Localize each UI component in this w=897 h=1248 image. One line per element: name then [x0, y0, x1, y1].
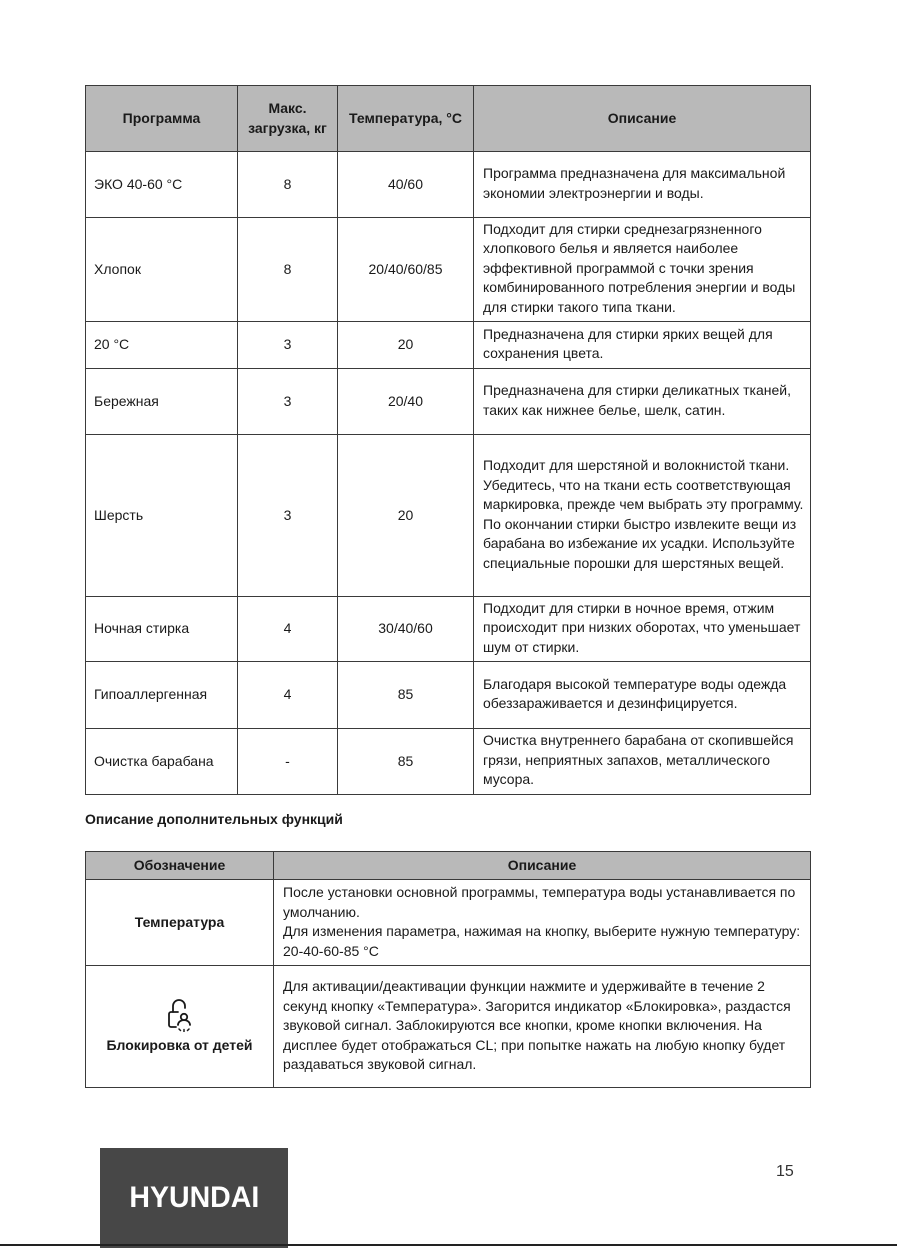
- header-description: Описание: [274, 852, 811, 880]
- function-desc: [274, 880, 811, 966]
- table-row: [86, 435, 811, 597]
- header-program: Программа: [86, 86, 238, 152]
- table-row: [86, 880, 811, 966]
- header-designation: Обозначение: [86, 852, 274, 880]
- program-load: -: [238, 729, 338, 795]
- table-row: [86, 966, 811, 1088]
- program-temp: 85: [338, 729, 474, 795]
- functions-table: [85, 851, 811, 1088]
- program-desc: Предназначена для стирки ярких вещей для сохранения цвета.: [474, 322, 811, 369]
- program-temp: 40/60: [338, 152, 474, 218]
- program-load: 3: [238, 435, 338, 597]
- program-name: Шерсть: [86, 435, 238, 597]
- program-name: 20 °С: [86, 322, 238, 369]
- program-desc: Подходит для стирки среднезагрязненного хлопкового белья и является наиболее эффективной программой с точки зрения комбинированного потребления энергии и воды для стирки такого типа ткани.: [474, 218, 811, 322]
- table-row: [86, 218, 811, 322]
- program-temp: 85: [338, 662, 474, 729]
- program-name: Ночная стирка: [86, 597, 238, 662]
- functions-header-row: [86, 852, 811, 880]
- function-desc: [274, 966, 811, 1088]
- program-desc: Подходит для стирки в ночное время, отжим происходит при низких оборотах, что уменьшает шум от стирки.: [474, 597, 811, 662]
- table-row: [86, 662, 811, 729]
- function-name: Температура: [86, 880, 274, 966]
- program-load: 4: [238, 597, 338, 662]
- bottom-divider: [0, 1244, 897, 1246]
- program-load: 3: [238, 322, 338, 369]
- program-name: ЭКО 40-60 °С: [86, 152, 238, 218]
- program-load: 8: [238, 218, 338, 322]
- program-desc: Предназначена для стирки деликатных тканей, таких как нижнее белье, шелк, сатин.: [474, 369, 811, 435]
- program-name: Бережная: [86, 369, 238, 435]
- program-temp: 20/40/60/85: [338, 218, 474, 322]
- program-desc: Подходит для шерстяной и волокнистой ткани. Убедитесь, что на ткани есть соответствующая маркировка, прежде чем выбрать эту программу. По окончании стирки быстро извлеките вещи из барабана во избежание их усадки. Используйте специальные порошки для шерстяных вещей.: [474, 435, 811, 597]
- program-temp: 20/40: [338, 369, 474, 435]
- program-name: Очистка барабана: [86, 729, 238, 795]
- program-load: 8: [238, 152, 338, 218]
- logo-text: HYUNDAI: [129, 1181, 259, 1214]
- program-desc: Очистка внутреннего барабана от скопившейся грязи, неприятных запахов, металлического мусора.: [474, 729, 811, 795]
- programs-header-row: [86, 86, 811, 152]
- section-title: Описание дополнительных функций: [85, 811, 343, 827]
- table-row: [86, 369, 811, 435]
- program-load: 4: [238, 662, 338, 729]
- page-number: 15: [776, 1163, 794, 1180]
- program-temp: 20: [338, 435, 474, 597]
- header-description: Описание: [474, 86, 811, 152]
- function-name: Блокировка от детей: [106, 1036, 253, 1053]
- program-desc: Благодаря высокой температуре воды одежда обеззараживается и дезинфицируется.: [474, 662, 811, 729]
- table-row: [86, 729, 811, 795]
- programs-table: [85, 85, 811, 795]
- program-load: 3: [238, 369, 338, 435]
- program-temp: 30/40/60: [338, 597, 474, 662]
- header-temperature: Температура, °С: [338, 86, 474, 152]
- function-desc-line: Для активации/деактивации функции нажмите и удерживайте в течение 2 секунд кнопку «Температура». Загорится индикатор «Блокировка», раздастся звуковой сигнал. Заблокируются все кнопки, кроме кнопки включения. На дисплее будет отображаться CL; при попытке нажать на любую кнопку будет раздаваться звуковой сигнал.: [283, 978, 791, 1073]
- program-name: Хлопок: [86, 218, 238, 322]
- hyundai-logo: [100, 1148, 288, 1248]
- table-row: [86, 597, 811, 662]
- header-max-load: Макс. загрузка, кг: [238, 86, 338, 152]
- program-desc: Программа предназначена для максимальной экономии электроэнергии и воды.: [474, 152, 811, 218]
- table-row: [86, 152, 811, 218]
- function-desc-line: Для изменения параметра, нажимая на кнопку, выберите нужную температуру: 20-40-60-85 °С: [283, 923, 801, 959]
- child-lock-icon: [165, 998, 195, 1032]
- table-row: [86, 322, 811, 369]
- program-temp: 20: [338, 322, 474, 369]
- function-name-cell: [86, 966, 274, 1088]
- function-desc-line: После установки основной программы, температура воды устанавливается по умолчанию.: [283, 884, 796, 920]
- program-name: Гипоаллергенная: [86, 662, 238, 729]
